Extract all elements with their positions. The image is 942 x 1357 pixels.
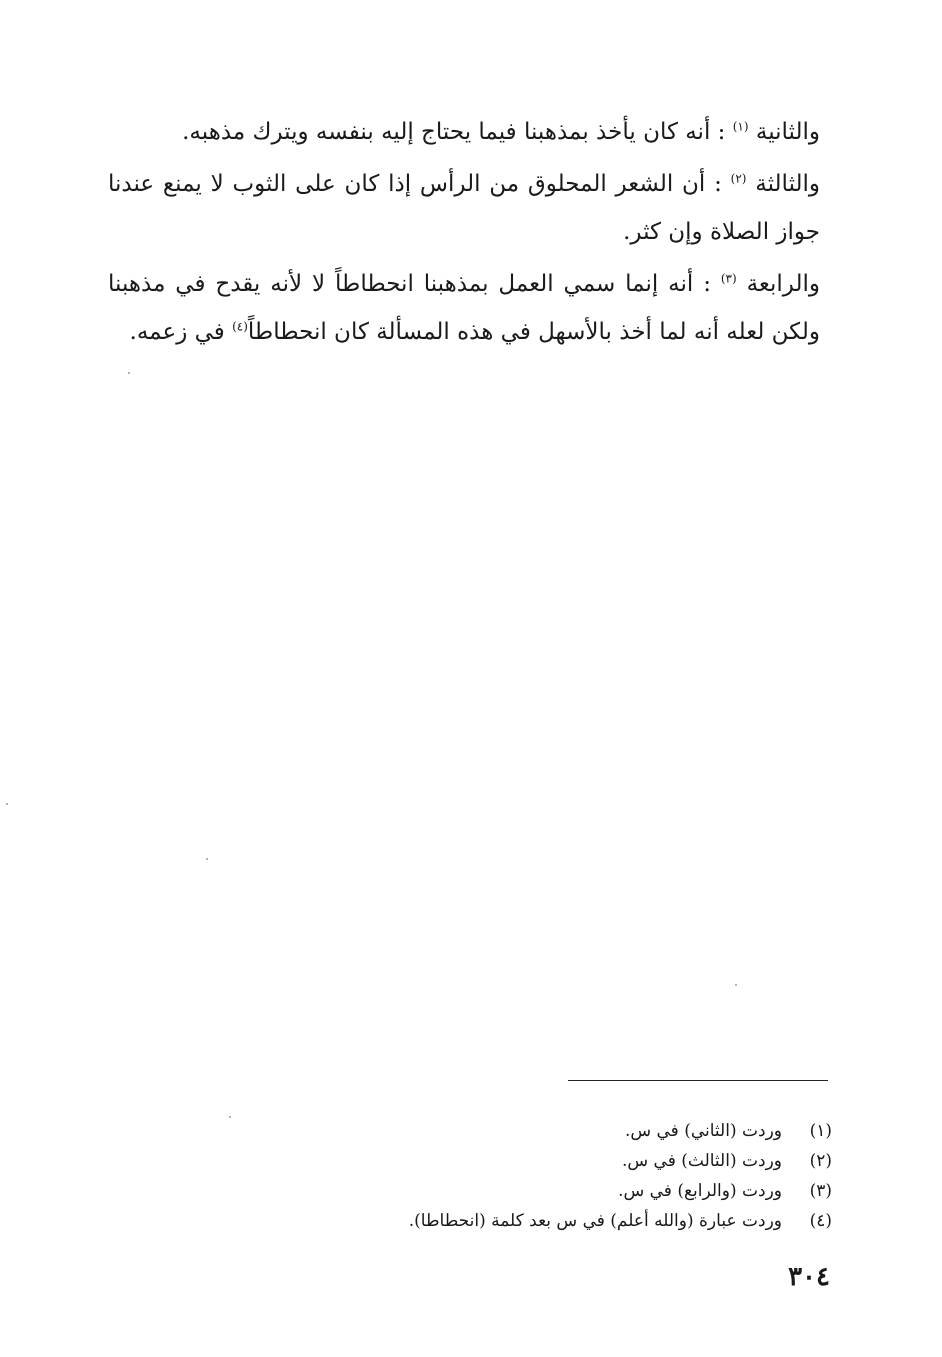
- footnote-number: (٤): [809, 1211, 832, 1231]
- footnote-number: (١): [809, 1121, 832, 1141]
- footnote-item: [272, 1206, 832, 1236]
- scan-speck: [128, 372, 130, 374]
- paragraph-text-end: في زعمه.: [129, 319, 225, 345]
- footnotes: [272, 1116, 832, 1236]
- footnote-separator: [568, 1080, 828, 1081]
- paragraph-third: [108, 160, 820, 256]
- scan-speck: [6, 803, 8, 805]
- footnote-text: وردت عبارة (والله أعلم) في س بعد كلمة (انحطاطا).: [408, 1211, 782, 1231]
- paragraph-text: : أنه كان يأخذ بمذهبنا فيما يحتاج إليه بنفسه ويترك مذهبه.: [182, 119, 726, 145]
- footnote-text: وردت (الثاني) في س.: [624, 1121, 782, 1141]
- scan-speck: [206, 858, 208, 860]
- paragraph-fourth: [108, 260, 820, 356]
- footnote-reference: (٤): [232, 319, 248, 334]
- paragraph-label: والثانية: [755, 119, 820, 145]
- scan-speck: [735, 984, 737, 986]
- footnote-text: وردت (الثالث) في س.: [621, 1151, 782, 1171]
- paragraph-text: : أن الشعر المحلوق من الرأس إذا كان على الثوب لا يمنع عندنا جواز الصلاة وإن كثر.: [108, 171, 820, 245]
- main-text: [108, 108, 820, 360]
- footnote-reference: (١): [732, 119, 749, 134]
- footnote-text: وردت (والرابع) في س.: [618, 1181, 782, 1201]
- footnote-reference: (٣): [720, 271, 737, 286]
- footnote-number: (٣): [809, 1181, 832, 1201]
- paragraph-label: والثالثة: [755, 171, 821, 197]
- footnote-item: [272, 1116, 832, 1146]
- paragraph-text: : أنه إنما سمي العمل بمذهبنا انحطاطاً لا لأنه يقدح في مذهبنا ولكن لعله أنه لما أخذ بالأسهل في هذه المسألة كان انحطاطاً: [108, 271, 820, 345]
- page-number: ٣٠٤: [788, 1262, 830, 1292]
- paragraph-label: والرابعة: [746, 271, 821, 297]
- paragraph-second: [108, 108, 820, 156]
- scan-speck: [229, 1116, 231, 1118]
- footnote-item: [272, 1176, 832, 1206]
- footnote-item: [272, 1146, 832, 1176]
- footnote-number: (٢): [809, 1151, 832, 1171]
- footnote-reference: (٢): [730, 171, 747, 186]
